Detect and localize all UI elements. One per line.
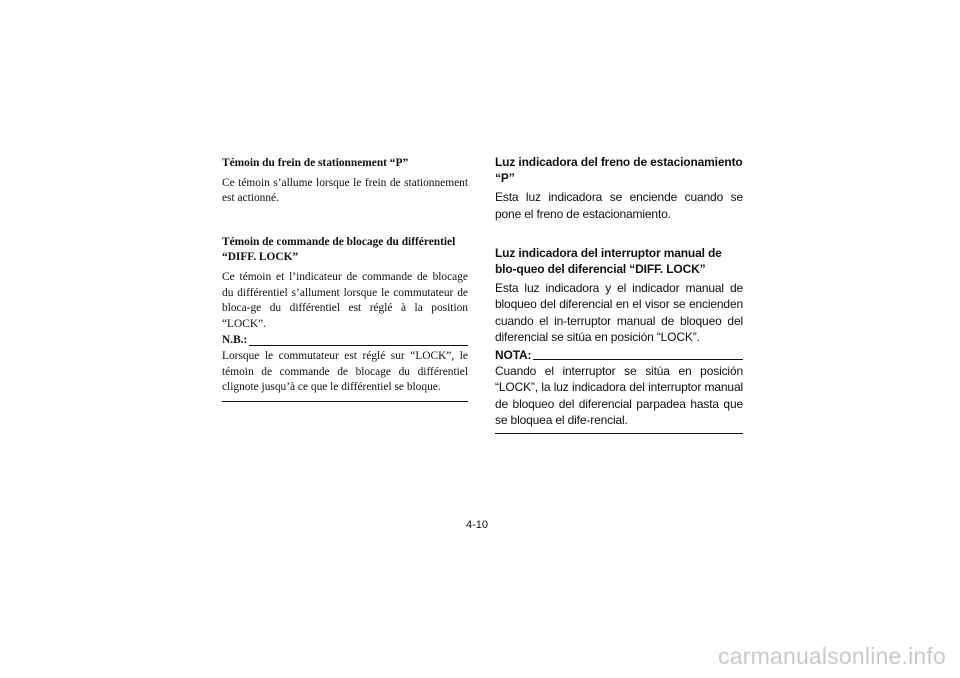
note-text-fr: Lorsque le commutateur est réglé sur “LOCK”, le témoin de commande de blocage du différentiel clignote jusqu’à ce que le différentiel se bloque. [222, 349, 468, 394]
parking-brake-heading-fr: Témoin du frein de stationnement “P” [222, 157, 409, 169]
french-column [222, 150, 468, 402]
diff-lock-text-es: Esta luz indicadora y el indicador manual de bloqueo del diferencial en el visor se encienden cuando el in-terruptor manual de bloqueo del diferencial se sitúa en posición “LOCK”. [495, 281, 743, 344]
note-label-es: NOTA: [495, 348, 532, 363]
note-header-fr [222, 333, 468, 349]
note-label-fr: N.B.: [222, 334, 248, 347]
parking-brake-text-fr: Ce témoin s’allume lorsque le frein de stationnement est actionné. [222, 176, 468, 205]
note-end-rule-fr [222, 401, 468, 402]
diff-lock-heading-fr: Témoin de commande de blocage du différentiel “DIFF. LOCK” [222, 235, 456, 264]
note-end-rule-es [495, 433, 743, 434]
note-rule-es [533, 359, 743, 360]
watermark: carmanualsonline.info [718, 643, 946, 669]
note-header-es [495, 347, 743, 363]
spanish-column [495, 150, 743, 434]
parking-brake-heading-es: Luz indicadora del freno de estacionamiento “P” [495, 155, 743, 186]
note-text-es: Cuando el interruptor se sitúa en posición “LOCK”, la luz indicadora del interruptor manual de bloqueo del diferencial parpadea hasta que se bloquea el dife-rencial. [495, 364, 743, 427]
diff-lock-text-fr: Ce témoin et l’indicateur de commande de blocage du différentiel s’allument lorsque le commutateur de bloca-ge du différentiel est réglé à la position “LOCK”. [222, 270, 468, 330]
diff-lock-heading-es: Luz indicadora del interruptor manual de blo-queo del diferencial “DIFF. LOCK” [495, 245, 722, 277]
note-rule-fr [249, 345, 468, 346]
page-number: 4-10 [466, 519, 489, 531]
parking-brake-text-es: Esta luz indicadora se enciende cuando se pone el freno de estacionamiento. [495, 190, 743, 221]
